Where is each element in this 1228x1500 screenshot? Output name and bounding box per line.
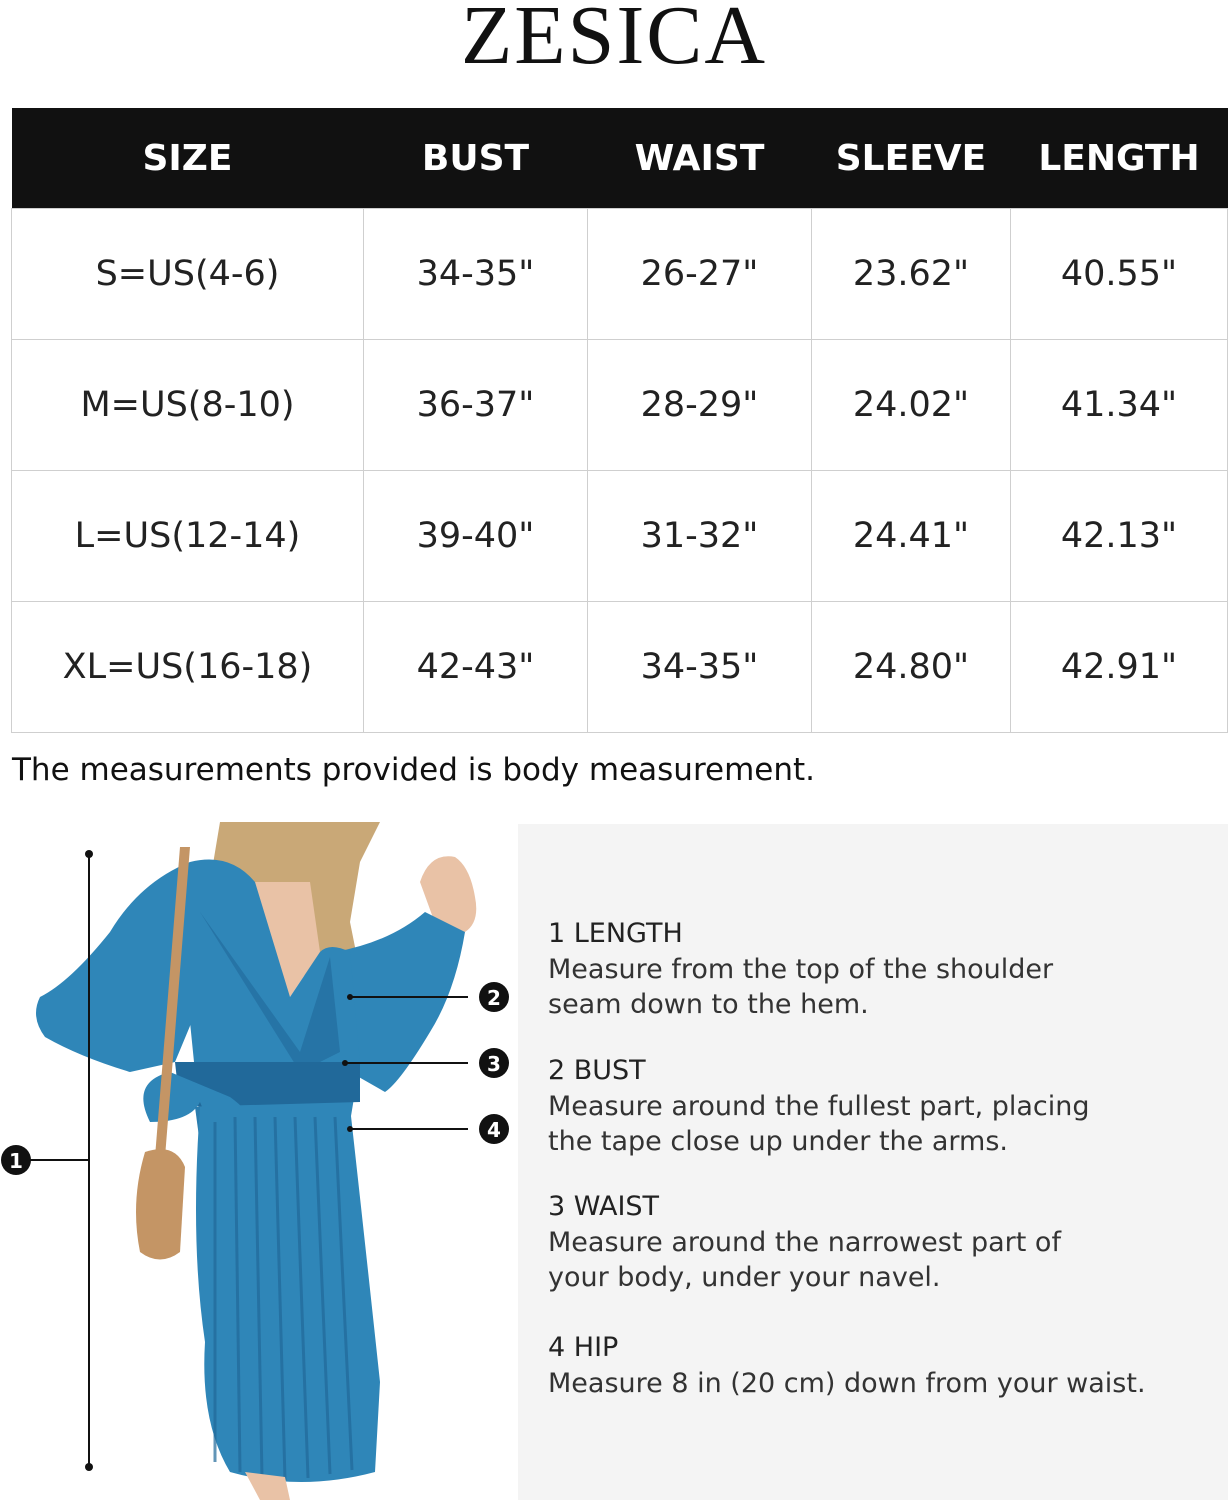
size-chart-table [11, 108, 1228, 733]
instruction-desc: seam down to the hem. [548, 989, 869, 1020]
instruction-desc: Measure from the top of the shoulder [548, 954, 1054, 985]
instruction-desc: Measure around the narrowest part of [548, 1227, 1061, 1258]
header-length: LENGTH [1011, 108, 1228, 209]
cell-bust: 34-35" [364, 209, 588, 340]
instruction-title: 3 WAIST [548, 1191, 660, 1222]
cell-size: XL=US(16-18) [12, 602, 364, 733]
table-row [12, 602, 1228, 733]
cell-sleeve: 24.02" [812, 340, 1011, 471]
cell-waist: 31-32" [588, 471, 812, 602]
instruction-title: 4 HIP [548, 1332, 619, 1363]
model-photo [0, 822, 518, 1500]
measurement-instructions-panel [518, 824, 1228, 1500]
instruction-length [548, 916, 1208, 1022]
instruction-hip [548, 1330, 1208, 1401]
cell-size: L=US(12-14) [12, 471, 364, 602]
instruction-waist [548, 1189, 1208, 1295]
instruction-desc: Measure around the fullest part, placing [548, 1091, 1090, 1122]
table-row [12, 471, 1228, 602]
table-row [12, 340, 1228, 471]
cell-waist: 26-27" [588, 209, 812, 340]
cell-sleeve: 24.41" [812, 471, 1011, 602]
header-bust: BUST [364, 108, 588, 209]
instruction-title: 1 LENGTH [548, 918, 683, 949]
instruction-desc: your body, under your navel. [548, 1262, 941, 1293]
marker-2 [479, 982, 509, 1012]
measurement-note: The measurements provided is body measurement. [12, 752, 816, 788]
svg-text:1: 1 [9, 1149, 23, 1173]
cell-length: 40.55" [1011, 209, 1228, 340]
instruction-title: 2 BUST [548, 1055, 646, 1086]
dress-skirt [196, 1107, 380, 1482]
marker-3 [479, 1048, 509, 1078]
marker-1 [1, 1145, 31, 1175]
table-row [12, 209, 1228, 340]
cell-length: 42.91" [1011, 602, 1228, 733]
cell-sleeve: 24.80" [812, 602, 1011, 733]
table-header-row [12, 108, 1228, 209]
svg-text:4: 4 [487, 1118, 501, 1142]
svg-text:3: 3 [487, 1052, 501, 1076]
cell-size: S=US(4-6) [12, 209, 364, 340]
brand-logo: ZESICA [461, 0, 767, 82]
header-size: SIZE [12, 108, 364, 209]
cell-sleeve: 23.62" [812, 209, 1011, 340]
cell-bust: 42-43" [364, 602, 588, 733]
header-waist: WAIST [588, 108, 812, 209]
cell-size: M=US(8-10) [12, 340, 364, 471]
cell-length: 42.13" [1011, 471, 1228, 602]
instruction-desc: Measure 8 in (20 cm) down from your waist. [548, 1368, 1146, 1399]
header-sleeve: SLEEVE [812, 108, 1011, 209]
cell-length: 41.34" [1011, 340, 1228, 471]
svg-text:2: 2 [487, 986, 501, 1010]
instruction-desc: the tape close up under the arms. [548, 1126, 1008, 1157]
handbag [136, 1149, 185, 1259]
cell-waist: 34-35" [588, 602, 812, 733]
instruction-bust [548, 1053, 1208, 1159]
cell-bust: 36-37" [364, 340, 588, 471]
cell-bust: 39-40" [364, 471, 588, 602]
marker-4 [479, 1114, 509, 1144]
cell-waist: 28-29" [588, 340, 812, 471]
